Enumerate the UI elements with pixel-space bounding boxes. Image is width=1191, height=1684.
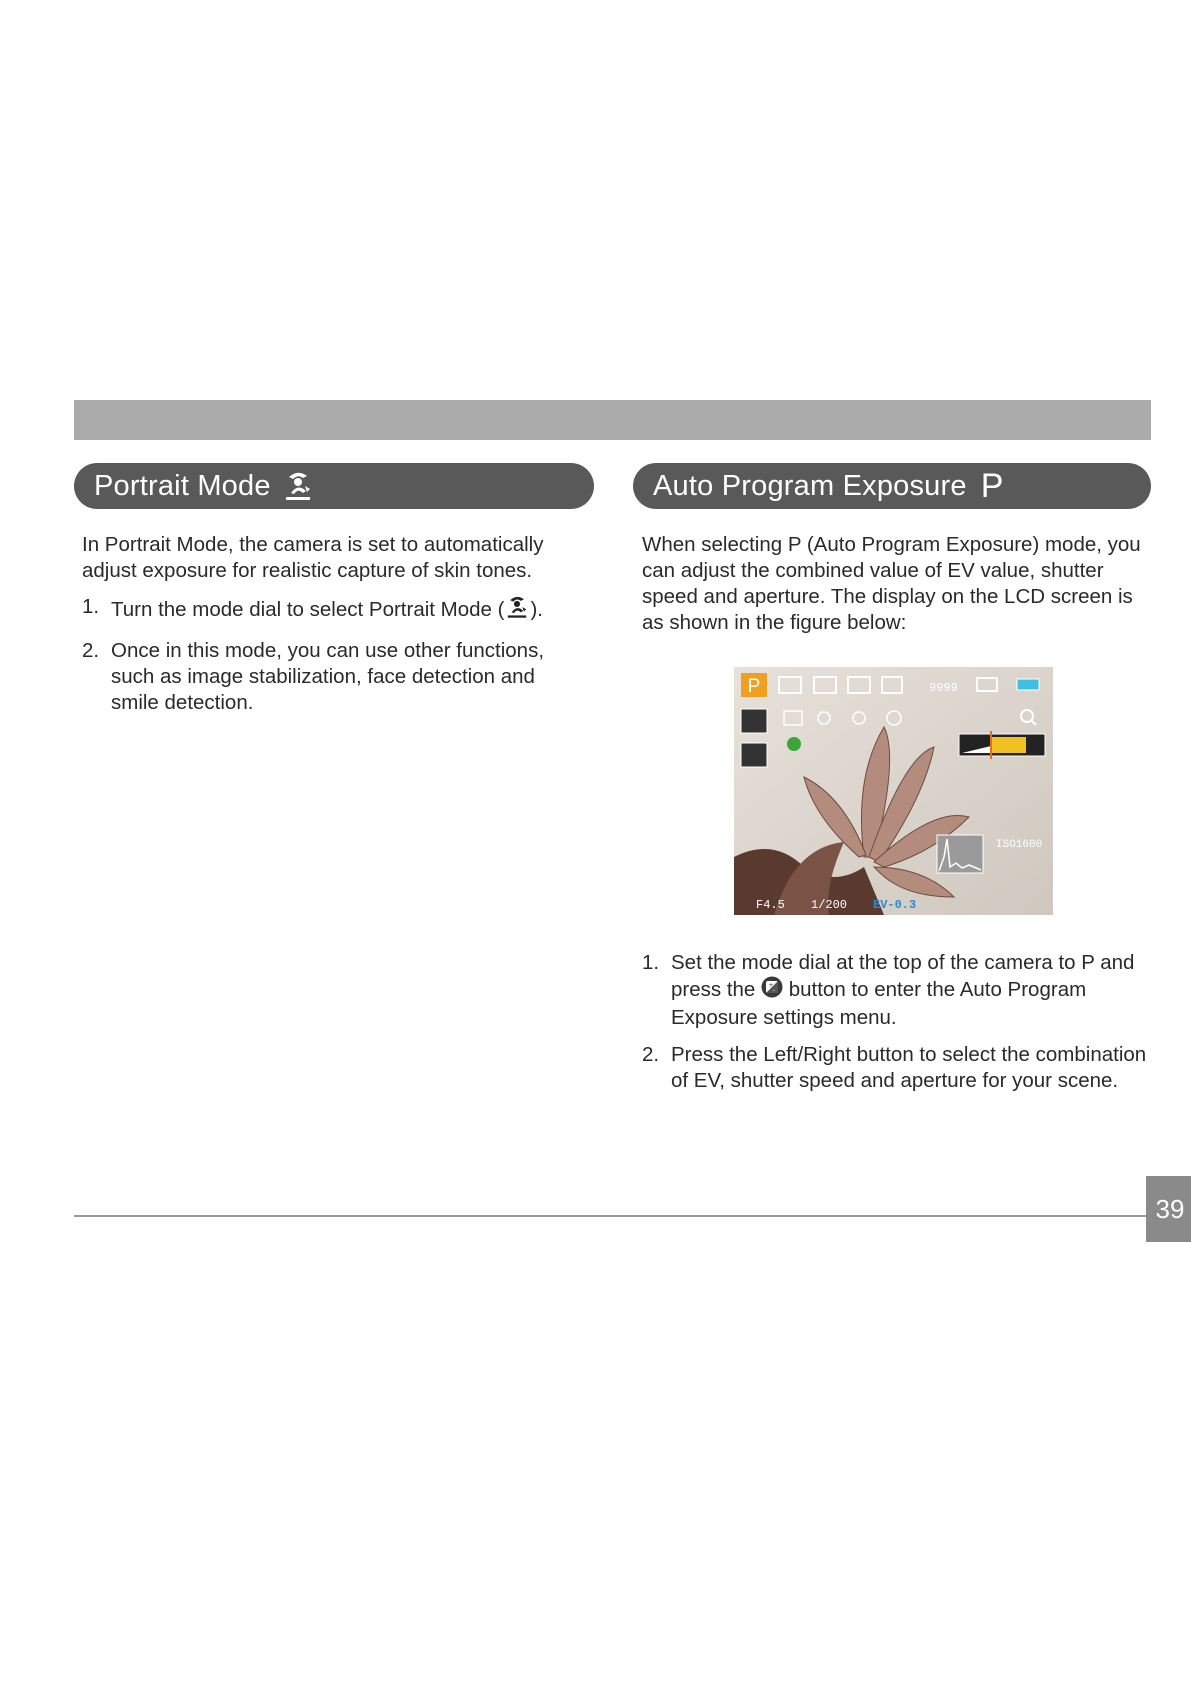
- list-item: [82, 594, 582, 627]
- portrait-mode-icon: [283, 469, 313, 503]
- portrait-intro: In Portrait Mode, the camera is set to automatically adjust exposure for realistic capture of skin tones.: [82, 533, 544, 582]
- shutter-value: 1/200: [811, 898, 848, 912]
- auto-program-steps: [642, 950, 1147, 1094]
- step-number: 1.: [642, 951, 660, 974]
- face-detect-icon: [741, 709, 767, 733]
- footer-rule: [74, 1215, 1146, 1217]
- list-item: [642, 950, 1147, 1031]
- step-number: 2.: [642, 1043, 660, 1066]
- program-mode-glyph: P: [980, 466, 1004, 505]
- step-number: 2.: [82, 639, 100, 662]
- lcd-screen-figure: [734, 667, 1053, 915]
- portrait-mode-icon: [504, 594, 530, 627]
- mode-badge-text: P: [747, 676, 761, 697]
- shots-remaining: 9999: [929, 681, 958, 695]
- stabilizer-icon: [741, 743, 767, 767]
- step-text-end: ).: [530, 597, 544, 621]
- step-text: Set the mode dial at the top of the camera to P and press the: [671, 951, 1135, 1001]
- auto-program-section: [642, 532, 1142, 646]
- iso-value: ISO1600: [996, 839, 1043, 851]
- list-item: [82, 638, 582, 716]
- portrait-steps: [82, 594, 582, 716]
- ev-value: EV-0.3: [873, 898, 917, 912]
- portrait-mode-section: [82, 532, 582, 727]
- svg-text:-: -: [773, 987, 776, 994]
- portrait-mode-heading: [74, 463, 594, 509]
- step-number: 1.: [82, 595, 100, 618]
- page-number: 39: [1146, 1176, 1191, 1242]
- header-band: [74, 400, 1151, 440]
- svg-text:+: +: [768, 982, 774, 989]
- aperture-value: F4.5: [756, 898, 785, 912]
- step-text: Press the Left/Right button to select the combination of EV, shutter speed and aperture for your scene.: [671, 1043, 1147, 1092]
- auto-program-steps-block: [642, 950, 1147, 1105]
- auto-program-intro: When selecting P (Auto Program Exposure) mode, you can adjust the combined value of EV value, shutter speed and aperture. The display on the LCD screen is as shown in the figure below:: [642, 533, 1141, 634]
- ev-button-icon: [761, 976, 783, 1005]
- portrait-mode-title: Portrait Mode: [94, 469, 271, 502]
- step-text: Turn the mode dial to select Portrait Mode (: [111, 597, 505, 621]
- auto-program-heading: [633, 463, 1151, 509]
- step-text: Once in this mode, you can use other functions, such as image stabilization, face detection and smile detection.: [111, 639, 545, 714]
- shake-icon: [787, 737, 801, 751]
- list-item: [642, 1042, 1147, 1094]
- step-text-end: button to enter the Auto Program Exposure settings menu.: [671, 977, 1087, 1029]
- auto-program-title: Auto Program Exposure: [653, 469, 967, 502]
- battery-icon: [1017, 679, 1039, 690]
